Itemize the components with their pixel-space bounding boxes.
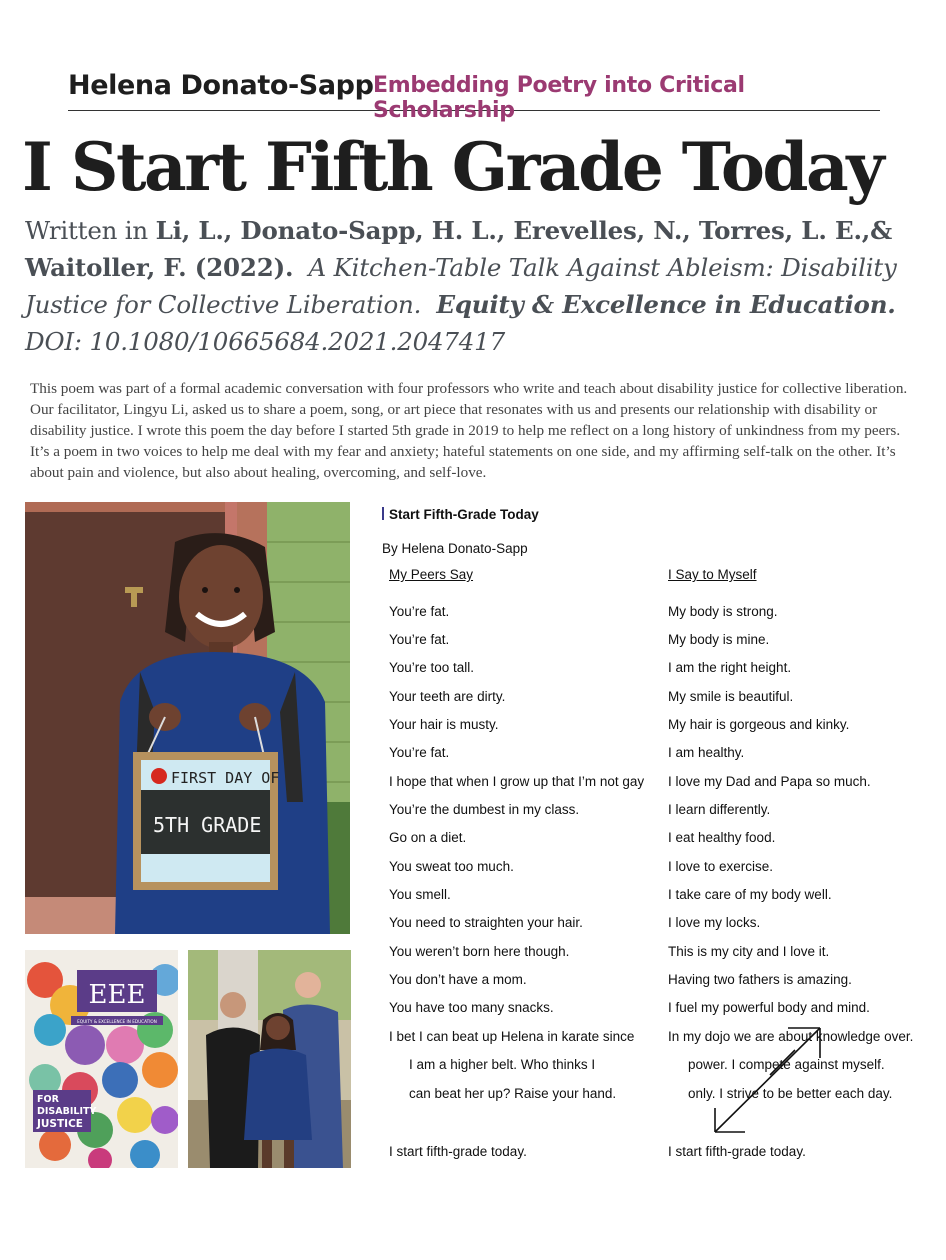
peers-say-line: I start fifth-grade today. bbox=[389, 1144, 527, 1159]
say-to-myself-line: I fuel my powerful body and mind. bbox=[668, 1000, 870, 1015]
say-to-myself-line: I take care of my body well. bbox=[668, 887, 832, 902]
say-to-myself-line: I am the right height. bbox=[668, 660, 792, 675]
say-to-myself-line: This is my city and I love it. bbox=[668, 944, 830, 959]
say-to-myself-line: My smile is beautiful. bbox=[668, 689, 794, 704]
cursor-mark bbox=[382, 507, 384, 520]
peers-say-line: You weren’t born here though. bbox=[389, 944, 570, 959]
peers-say-line: You’re fat. bbox=[389, 745, 450, 760]
say-to-myself-line: I eat healthy food. bbox=[668, 830, 776, 845]
say-to-myself-line: I learn differently. bbox=[668, 802, 771, 817]
poem-byline: By Helena Donato-Sapp bbox=[382, 541, 528, 556]
right-column-heading: I Say to Myself bbox=[668, 567, 757, 582]
family-photo-illustration bbox=[188, 950, 351, 1168]
peers-say-line: You’re too tall. bbox=[389, 660, 475, 675]
say-to-myself-line: I love my Dad and Papa so much. bbox=[668, 774, 871, 789]
peers-say-line: You smell. bbox=[389, 887, 451, 902]
author-name: Helena Donato-Sapp bbox=[68, 70, 374, 101]
citation-journal: Equity & Excellence in Education. bbox=[436, 290, 896, 319]
sign-line2: 5TH GRADE bbox=[153, 813, 262, 837]
citation-article: A Kitchen-Table Talk Against Ableism: Disability Justice for Collective Liberation. bbox=[25, 253, 897, 319]
peers-say-line: Your hair is musty. bbox=[389, 717, 499, 732]
cover-label-disability: DISABILITY bbox=[37, 1106, 97, 1117]
journal-cover-illustration bbox=[25, 950, 178, 1168]
peers-say-line: Go on a diet. bbox=[389, 830, 467, 845]
citation-doi: DOI: 10.1080/10665684.2021.2047417 bbox=[25, 327, 505, 356]
peers-say-line: You’re the dumbest in my class. bbox=[389, 802, 580, 817]
cover-logo: EEE bbox=[88, 980, 146, 1010]
peers-say-line: You need to straighten your hair. bbox=[389, 915, 583, 930]
left-column-heading: My Peers Say bbox=[389, 567, 474, 582]
header-subtitle: Embedding Poetry into Critical Scholarship bbox=[373, 73, 745, 123]
peers-say-line: Your teeth are dirty. bbox=[389, 689, 506, 704]
peers-say-line: You’re fat. bbox=[389, 632, 450, 647]
sign-line1: FIRST DAY OF bbox=[171, 769, 280, 787]
say-to-myself-line: power. I compete against myself. bbox=[688, 1057, 885, 1072]
citation-prefix: Written in bbox=[25, 216, 156, 245]
say-to-myself-line: I am healthy. bbox=[668, 745, 745, 760]
peers-say-line: I bet I can beat up Helena in karate since bbox=[389, 1029, 635, 1044]
poem-title bbox=[382, 507, 539, 522]
first-day-photo-illustration bbox=[25, 502, 350, 934]
say-to-myself-line: Having two fathers is amazing. bbox=[668, 972, 852, 987]
page-title: I Start Fifth Grade Today bbox=[22, 128, 883, 206]
intro-paragraph: This poem was part of a formal academic conversation with four professors who write and teach about disability justice for collective liberation. Our facilitator, Lingyu Li, asked us to share a poem, song, or art piece that resonates with us and presents our relationship with disability or disability justice. I wrote this poem the day before I started 5th grade in 2019 to help me reflect on a long history of unkindness from my peers. It’s a poem in two voices to help me deal with my fear and anxiety; hateful statements on one side, and my affirming self-talk on the other. It’s about pain and violence, but also about healing, overcoming, and self-love. bbox=[30, 380, 908, 481]
double-arrow-icon bbox=[700, 1020, 830, 1140]
page-header bbox=[68, 70, 880, 123]
first-day-photo bbox=[25, 502, 350, 934]
cover-label-justice: JUSTICE bbox=[37, 1118, 83, 1130]
citation bbox=[25, 212, 925, 360]
peers-say-line: can beat her up? Raise your hand. bbox=[409, 1086, 617, 1101]
peers-say-line: I am a higher belt. Who thinks I bbox=[409, 1057, 596, 1072]
say-to-myself-line: My body is strong. bbox=[668, 604, 778, 619]
say-to-myself-line: I love my locks. bbox=[668, 915, 761, 930]
peers-say-line: I hope that when I grow up that I’m not gay bbox=[389, 774, 645, 789]
peers-say-line: You’re fat. bbox=[389, 604, 450, 619]
say-to-myself-line: My hair is gorgeous and kinky. bbox=[668, 717, 850, 732]
journal-cover bbox=[25, 950, 178, 1168]
say-to-myself-line: I love to exercise. bbox=[668, 859, 774, 874]
cover-label-for: FOR bbox=[37, 1094, 59, 1105]
cover-journal-name: EQUITY & EXCELLENCE IN EDUCATION bbox=[77, 1019, 157, 1024]
poem-title-text: Start Fifth-Grade Today bbox=[389, 507, 539, 522]
say-to-myself-line: I start fifth-grade today. bbox=[668, 1144, 806, 1159]
peers-say-line: You don’t have a mom. bbox=[389, 972, 527, 987]
family-photo bbox=[188, 950, 351, 1168]
peers-say-line: You have too many snacks. bbox=[389, 1000, 554, 1015]
citation-authors: Li, L., Donato-Sapp, H. L., Erevelles, N., Torres, L. E.,& Waitoller, F. (2022). bbox=[25, 216, 893, 282]
say-to-myself-line: only. I strive to be better each day. bbox=[688, 1086, 893, 1101]
say-to-myself-line: In my dojo we are about knowledge over. bbox=[668, 1029, 914, 1044]
say-to-myself-line: My body is mine. bbox=[668, 632, 770, 647]
peers-say-line: You sweat too much. bbox=[389, 859, 514, 874]
